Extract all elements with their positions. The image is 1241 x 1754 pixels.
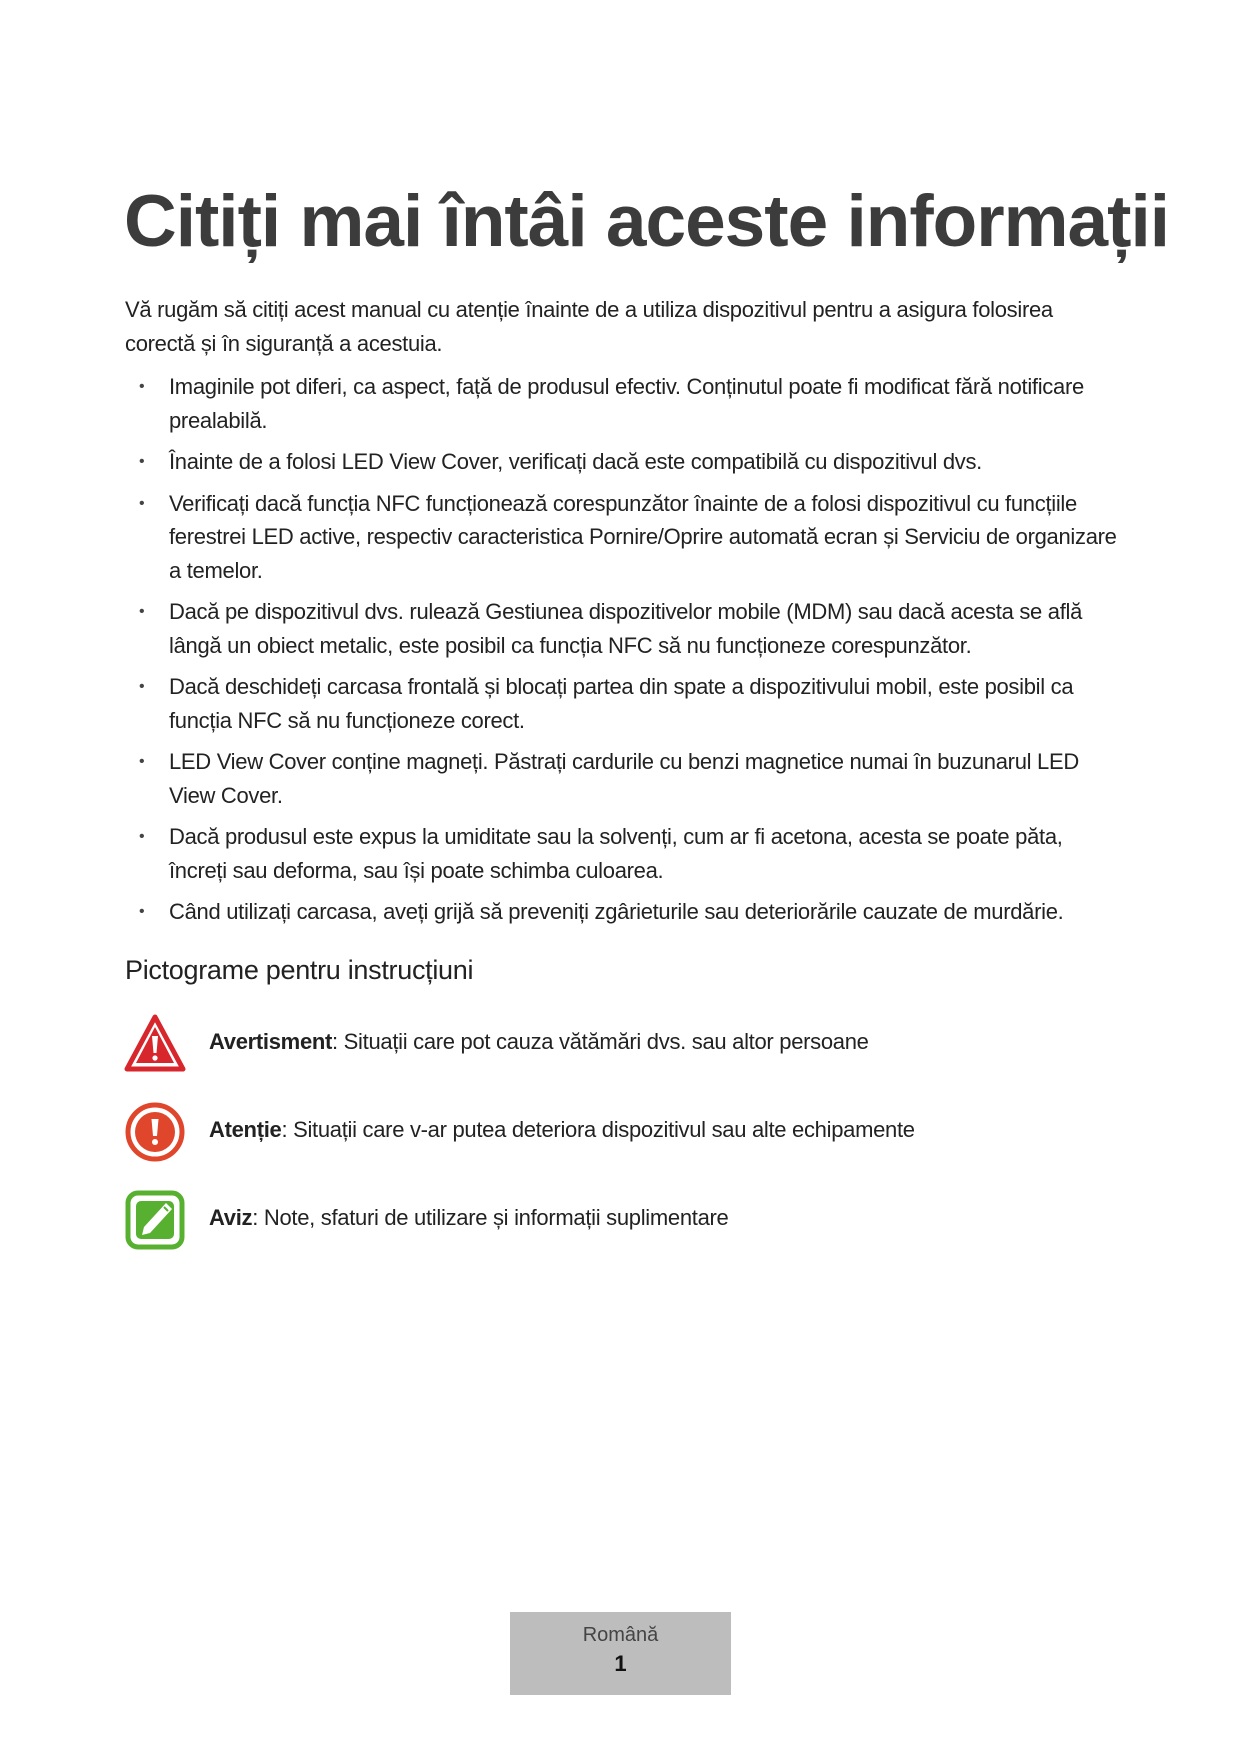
page-title: Citiți mai întâi aceste informații bbox=[124, 181, 1170, 262]
list-item: • Înainte de a folosi LED View Cover, verificați dacă este compatibilă cu dispozitivul dvs. bbox=[125, 445, 1125, 479]
caution-description: : Situații care v-ar putea deteriora dispozitivul sau alte echipamente bbox=[281, 1117, 915, 1142]
list-item: • Dacă pe dispozitivul dvs. rulează Gestiunea dispozitivelor mobile (MDM) sau dacă acesta se află lângă un obiect metalic, este posibil ca funcția NFC să nu funcționeze corespunzător. bbox=[125, 595, 1125, 662]
note-label: Aviz bbox=[209, 1205, 253, 1230]
list-item: • Verificați dacă funcția NFC funcționează corespunzător înainte de a folosi dispozitivul cu funcțiile ferestrei LED active, respectiv caracteristica Pornire/Oprire automată ecran și Serviciu de organizare a temelor. bbox=[125, 487, 1125, 588]
caution-label: Atenție bbox=[209, 1117, 282, 1142]
list-item: • Dacă produsul este expus la umiditate sau la solvenți, cum ar fi acetona, acesta se poate păta, încreți sau deforma, sau își poate schimba culoarea. bbox=[125, 820, 1125, 887]
list-item: • LED View Cover conține magneți. Păstrați cardurile cu benzi magnetice numai în buzunarul LED View Cover. bbox=[125, 745, 1125, 812]
list-item: • Dacă deschideți carcasa frontală și blocați partea din spate a dispozitivului mobil, este posibil ca funcția NFC să nu funcționeze corect. bbox=[125, 670, 1125, 737]
warning-label: Avertisment bbox=[209, 1029, 333, 1054]
icon-legend-warning bbox=[124, 1013, 1124, 1075]
intro-paragraph: Vă rugăm să citiți acest manual cu atenție înainte de a utiliza dispozitivul pentru a asigura folosirea corectă și în siguranță a acestuia. bbox=[125, 297, 1053, 356]
page-number: 1 bbox=[614, 1651, 627, 1676]
icon-legend-caution bbox=[124, 1101, 1124, 1163]
footer-language: Română bbox=[582, 1624, 659, 1646]
note-pencil-icon bbox=[124, 1189, 186, 1251]
list-item: • Când utilizați carcasa, aveți grijă să preveniți zgârieturile sau deteriorările cauzate de murdărie. bbox=[125, 895, 1125, 929]
list-item: • Imaginile pot diferi, ca aspect, față de produsul efectiv. Conținutul poate fi modificat fără notificare prealabilă. bbox=[125, 370, 1125, 437]
precautions-list bbox=[125, 370, 1125, 937]
caution-circle-icon bbox=[124, 1101, 186, 1163]
page-footer bbox=[510, 1612, 731, 1695]
section-heading: Pictograme pentru instrucțiuni bbox=[125, 955, 474, 985]
note-description: : Note, sfaturi de utilizare și informații suplimentare bbox=[252, 1205, 729, 1230]
icon-legend-note bbox=[124, 1189, 1124, 1251]
warning-description: : Situații care pot cauza vătămări dvs. sau altor persoane bbox=[332, 1029, 869, 1054]
warning-triangle-icon bbox=[124, 1013, 186, 1075]
